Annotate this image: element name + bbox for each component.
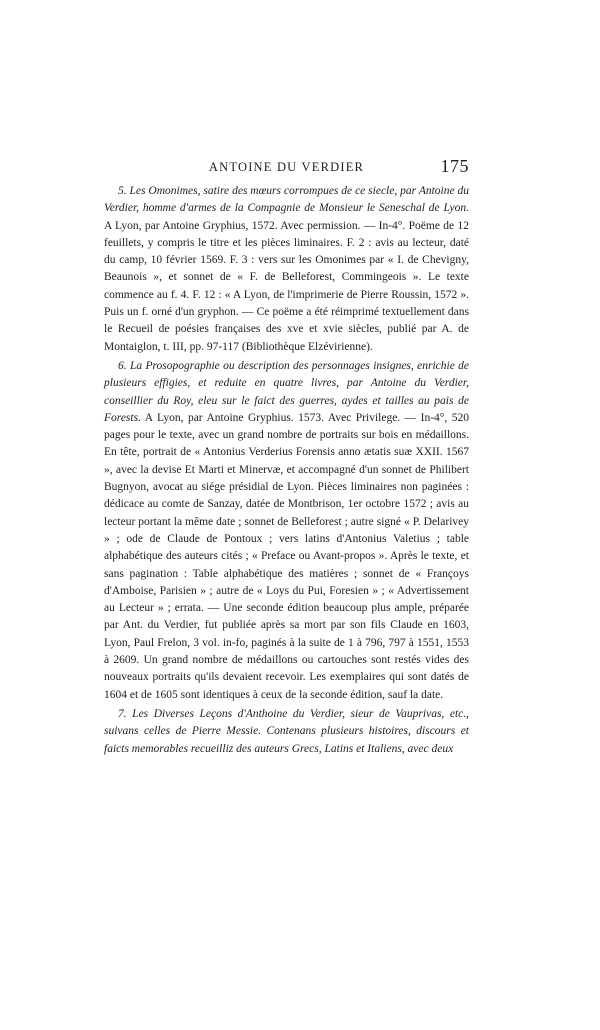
bibliography-entry-7 bbox=[104, 706, 469, 758]
running-title: ANTOINE DU VERDIER bbox=[208, 160, 365, 174]
bibliography-entry-5 bbox=[104, 183, 469, 356]
bibliography-entry-6 bbox=[104, 358, 469, 704]
entry-title: 5. Les Omonimes, satire des mœurs corrompues de ce siecle, par Antoine du Verdier, homme d'armes de la Compagnie de Monsieur le Seneschal de Lyon. bbox=[104, 185, 469, 215]
running-head bbox=[104, 156, 469, 180]
body-text bbox=[104, 183, 469, 760]
entry-text: A Lyon, par Antoine Gryphius. 1573. Avec Privilege. — In-4°, 520 pages pour le texte, avec un grand nombre de portraits sur bois en médaillons. En tête, portrait de « Antonius Verderius Forensis anno ætatis suæ XXII. 1567 », avec la devise Et Marti et Minervæ, et accompagné d'un sonnet de Philibert Bugnyon, avocat au siége présidial de Lyon. Pièces liminaires non paginées : dédicace au comte de Sanzay, datée de Montbrison, 1er octobre 1572 ; avis au lecteur portant la même date ; sonnet de Belleforest ; autre signé « P. Delarivey » ; ode de Claude de Pontoux ; vers latins d'Antonius Valetius ; table alphabétique des auteurs cités ; « Preface ou Avant-propos ». Après le texte, et sans pagination : Table alphabétique des matières ; sonnet de « Françoys d'Amboise, Parisien » ; autre de « Loys du Pui, Foresien » ; « Advertissement au Lecteur » ; errata. — Une seconde édition beaucoup plus ample, préparée par Ant. du Verdier, fut publiée après sa mort par son fils Claude en 1603, Lyon, Paul Frelon, 3 vol. in-fo, paginés à la suite de 1 à 796, 797 à 1551, 1553 à 2609. Un grand nombre de médaillons ou cartouches sont restés vides des nouveaux portraits qu'ils devaient recevoir. Les exemplaires qui sont datés de 1604 et de 1605 sont identiques à ceux de la seconde édition, sauf la date. bbox=[104, 411, 469, 701]
entry-text: A Lyon, par Antoine Gryphius, 1572. Avec permission. — In-4°. Poëme de 12 feuillets, y compris le titre et les pièces liminaires. F. 2 : avis au lecteur, daté du camp, 10 février 1569. F. 3 : vers sur les Omonimes par « I. de Chevigny, Beaunois », et sonnet de « F. de Belleforest, Commingeois ». Le texte commence au f. 4. F. 12 : « A Lyon, de l'imprimerie de Pierre Roussin, 1572 ». Puis un f. orné d'un gryphon. — Ce poëme a été réimprimé textuellement dans le Recueil de poésies françaises des xve et xvie siècles, publié par A. de Montaiglon, t. III, pp. 97-117 (Bibliothèque Elzévirienne). bbox=[104, 219, 469, 353]
entry-title: 6. La Prosopographie ou description des personnages insignes, enrichie de plusieurs effigies, et reduite en quatre livres, par Antoine du Verdier, conseillier du Roy, eleu sur le faict des guerres, aydes et tailles au pais de Forests. bbox=[104, 359, 469, 424]
page-number: 175 bbox=[440, 156, 469, 176]
entry-title: 7. Les Diverses Leçons d'Anthoine du Verdier, sieur de Vauprivas, etc., suivans celles de Pierre Messie. Contenans plusieurs histoires, discours et faicts memorables recueilliz des auteurs Grecs, Latins et Italiens, avec deux bbox=[104, 707, 469, 755]
